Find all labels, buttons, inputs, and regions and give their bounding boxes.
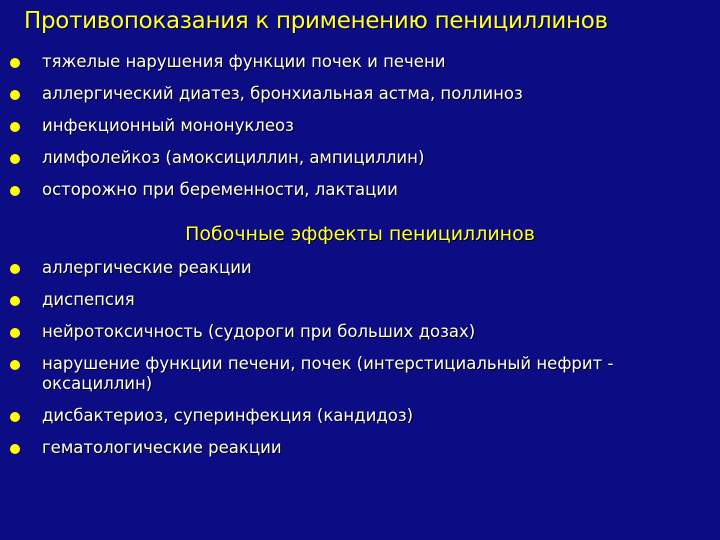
list-item-text: инфекционный мононуклеоз (42, 116, 294, 135)
list-item (0, 354, 692, 394)
list-item (0, 116, 692, 136)
list-item (0, 290, 692, 310)
bullet-dot-icon (10, 444, 20, 454)
list-item-text: аллергические реакции (42, 258, 252, 277)
list-item-text: гематологические реакции (42, 438, 282, 457)
bullet-dot-icon (10, 90, 20, 100)
list-item-text: тяжелые нарушения функции почек и печени (42, 52, 446, 71)
side-effects-heading: Побочные эффекты пенициллинов (185, 223, 535, 245)
list-item (0, 52, 692, 72)
slide-title: Противопоказания к применению пенициллинов (24, 8, 608, 34)
bullet-dot-icon (10, 328, 20, 338)
bullet-dot-icon (10, 296, 20, 306)
side-effects-list (0, 258, 692, 470)
list-item-text: диспепсия (42, 290, 135, 309)
list-item-text: нарушение функции печени, почек (интерстициальный нефрит - оксациллин) (42, 354, 614, 393)
bullet-dot-icon (10, 412, 20, 422)
bullet-dot-icon (10, 154, 20, 164)
contraindications-list (0, 52, 692, 212)
bullet-dot-icon (10, 360, 20, 370)
bullet-dot-icon (10, 122, 20, 132)
list-item (0, 438, 692, 458)
list-item (0, 406, 692, 426)
list-item-text: лимфолейкоз (амоксициллин, ампициллин) (42, 148, 425, 167)
list-item (0, 258, 692, 278)
bullet-dot-icon (10, 58, 20, 68)
list-item (0, 180, 692, 200)
list-item (0, 322, 692, 342)
list-item-text: дисбактериоз, суперинфекция (кандидоз) (42, 406, 414, 425)
list-item-text: осторожно при беременности, лактации (42, 180, 398, 199)
list-item-text: нейротоксичность (судороги при больших дозах) (42, 322, 476, 341)
list-item (0, 148, 692, 168)
list-item-text: аллергический диатез, бронхиальная астма, поллиноз (42, 84, 523, 103)
bullet-dot-icon (10, 186, 20, 196)
bullet-dot-icon (10, 264, 20, 274)
list-item (0, 84, 692, 104)
